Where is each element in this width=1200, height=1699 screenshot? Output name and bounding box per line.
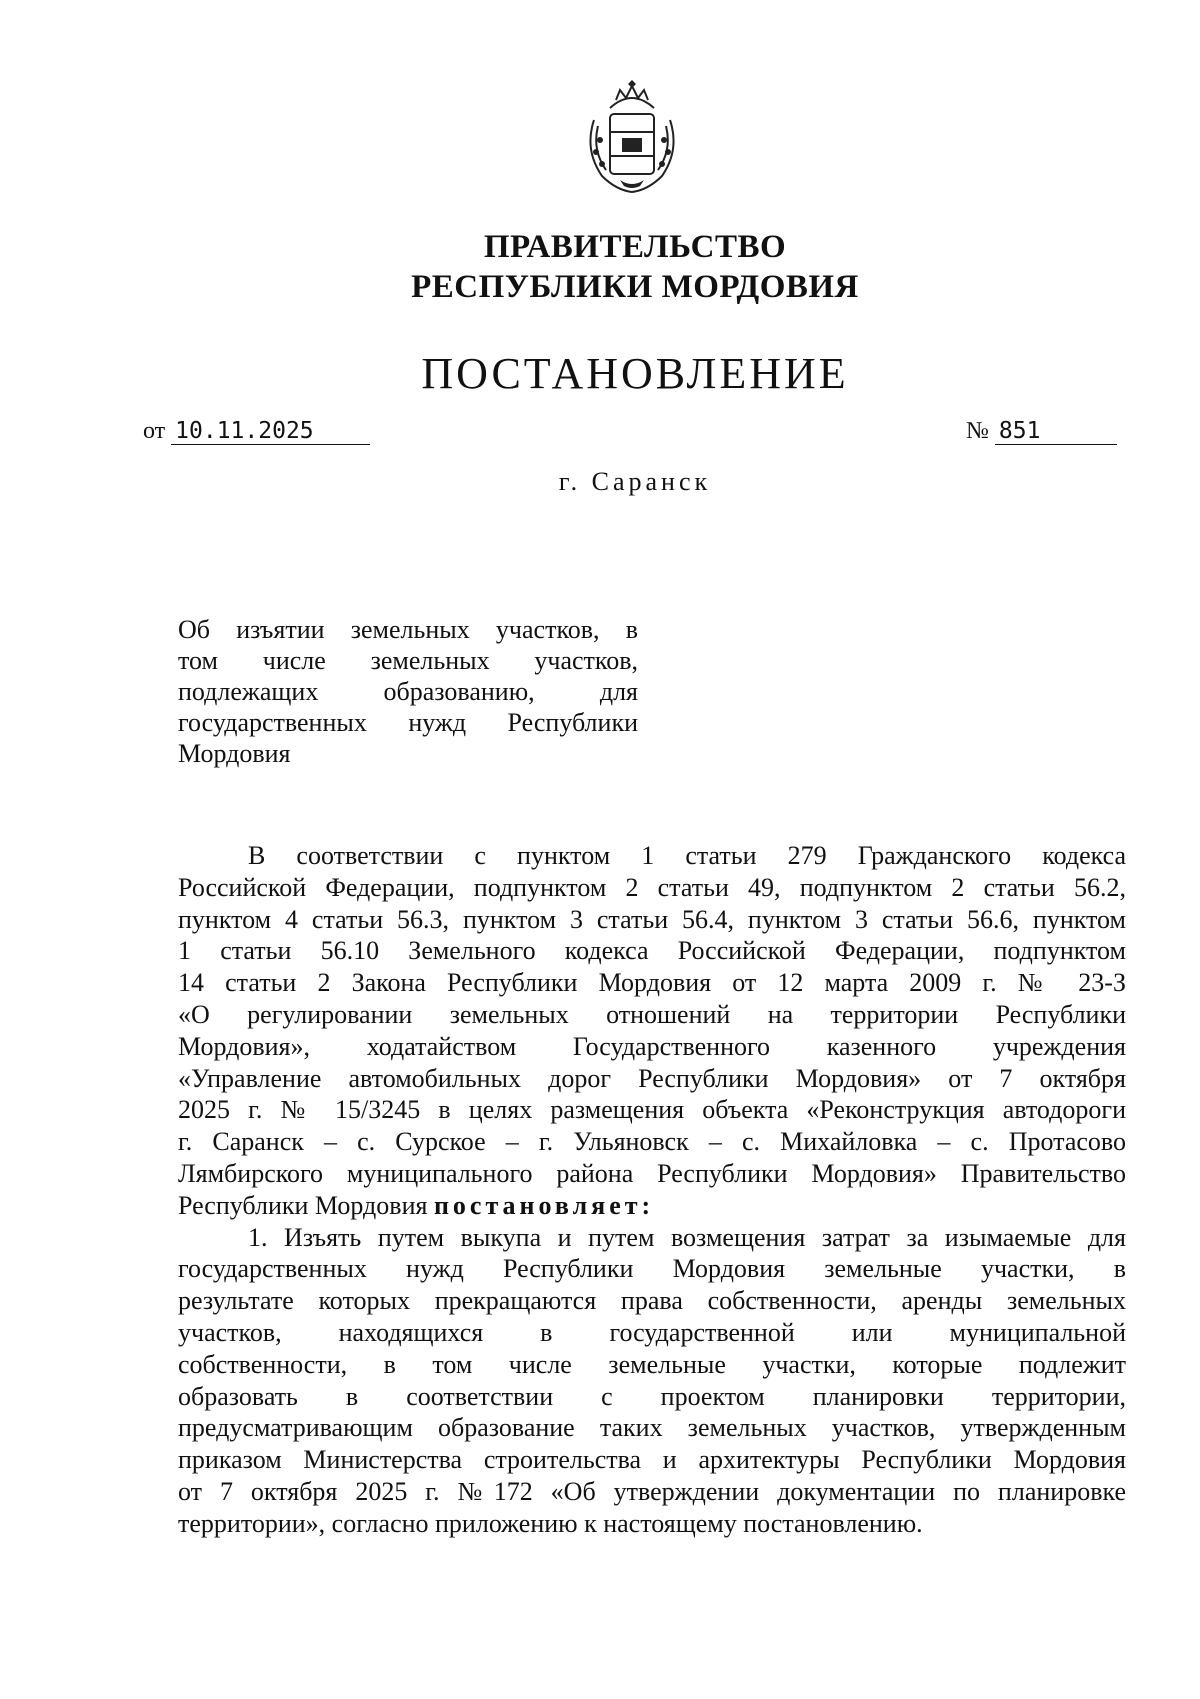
- document-type: ПОСТАНОВЛЕНИЕ: [421, 349, 849, 398]
- preamble-line: 2025 г. № 15/3245 в целях размещения объекта «Реконструкция автодороги: [178, 1095, 1126, 1125]
- preamble-last-text: Республики Мордовия: [178, 1190, 428, 1220]
- document-number: 851: [995, 418, 1117, 445]
- document-body: [178, 840, 1126, 1540]
- item1-line: собственности, в том числе земельные участки, которые подлежит: [178, 1349, 1126, 1379]
- preamble-line: Лямбирского муниципального района Республики Мордовия» Правительство: [178, 1158, 1126, 1188]
- title-line: том числе земельных участков,: [178, 646, 638, 675]
- item1-line: территории», согласно приложению к настоящему постановлению.: [178, 1508, 923, 1538]
- title-line: подлежащих образованию, для: [178, 677, 638, 706]
- preamble-line: 14 статьи 2 Закона Республики Мордовия от 12 марта 2009 г. № 23-З: [178, 968, 1126, 998]
- item1-line: приказом Министерства строительства и архитектуры Республики Мордовия: [178, 1445, 1126, 1475]
- title-line: Об изъятии земельных участков, в: [178, 615, 638, 644]
- preamble-last-line: [178, 1190, 1126, 1222]
- number-row: [966, 418, 1117, 445]
- preamble-line: г. Саранск – с. Сурское – г. Ульяновск – с. Михайловка – с. Протасово: [178, 1127, 1126, 1157]
- organization-name-line2: РЕСПУБЛИКИ МОРДОВИЯ: [411, 269, 859, 305]
- item1-line: государственных нужд Республики Мордовия земельные участки, в: [178, 1254, 1126, 1284]
- preamble-line: пунктом 4 статьи 56.3, пунктом 3 статьи 56.4, пунктом 3 статьи 56.6, пунктом: [178, 904, 1126, 934]
- item1-line: предусматривающим образование таких земельных участков, утвержденным: [178, 1413, 1126, 1443]
- document-title: [178, 614, 638, 769]
- number-prefix: №: [966, 418, 989, 444]
- organization-name-line1: ПРАВИТЕЛЬСТВО: [483, 229, 787, 265]
- preamble-line: 1 статьи 56.10 Земельного кодекса Российской Федерации, подпунктом: [178, 936, 1126, 966]
- preamble-line: «О регулировании земельных отношений на территории Республики: [178, 999, 1126, 1029]
- item1-line: участков, находящихся в государственной или муниципальной: [178, 1317, 1126, 1347]
- item1-line: результате которых прекращаются права собственности, аренды земельных: [178, 1286, 1126, 1316]
- item1-line: 1. Изъять путем выкупа и путем возмещения затрат за изымаемые для: [248, 1222, 1126, 1252]
- date-row: [143, 418, 370, 445]
- title-line: Мордовия: [178, 739, 291, 768]
- preamble-line: Мордовия», ходатайством Государственного казенного учреждения: [178, 1031, 1126, 1061]
- preamble-line: Российской Федерации, подпунктом 2 статьи 49, подпунктом 2 статьи 56.2,: [178, 872, 1126, 902]
- preamble-line: В соответствии с пунктом 1 статьи 279 Гражданского кодекса: [248, 841, 1126, 870]
- date-prefix: от: [143, 418, 166, 444]
- coat-of-arms-emblem: [580, 80, 684, 198]
- preamble-line: «Управление автомобильных дорог Республики Мордовия» от 7 октября: [178, 1063, 1126, 1093]
- document-date: 10.11.2025: [171, 418, 370, 445]
- title-line: государственных нужд Республики: [178, 708, 638, 737]
- item1-line: образовать в соответствии с проектом планировки территории,: [178, 1381, 1126, 1411]
- item1-line: от 7 октября 2025 г. №172 «Об утверждении документации по планировке: [178, 1476, 1126, 1506]
- resolves-word: постановляет:: [433, 1190, 655, 1220]
- city: г. Саранск: [558, 467, 712, 496]
